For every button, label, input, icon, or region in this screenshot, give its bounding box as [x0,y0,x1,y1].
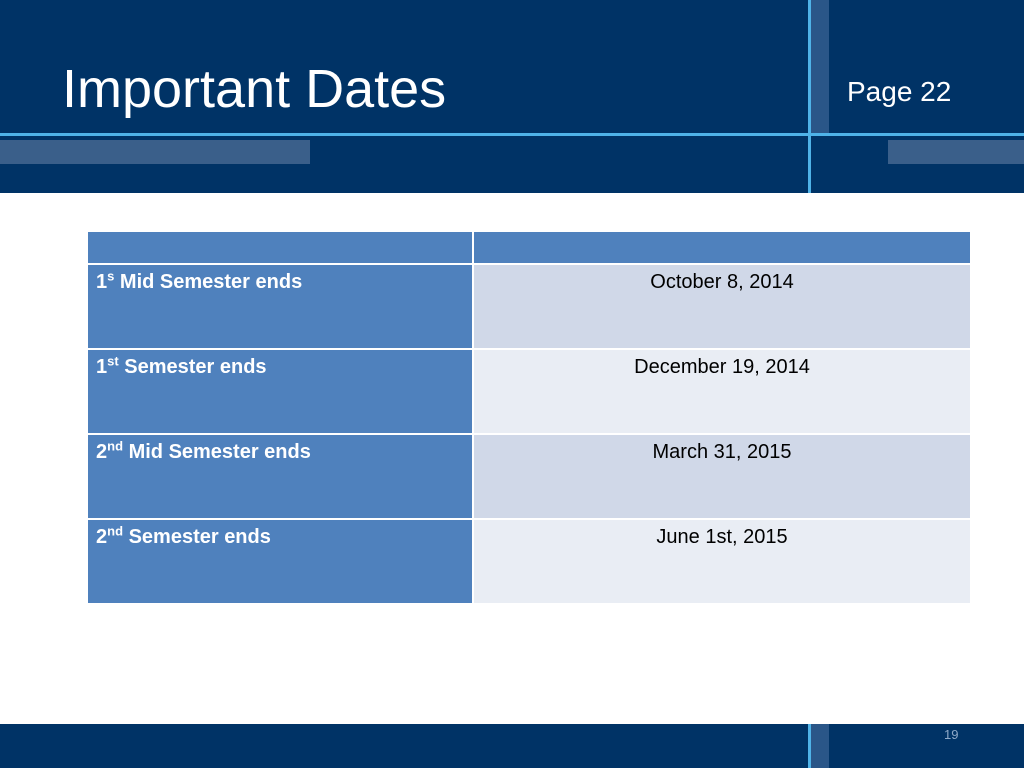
footer-accent-vertical-line [808,724,811,768]
event-ordinal-suffix: s [107,268,115,284]
slide-title: Important Dates [62,59,447,119]
event-label [87,434,473,519]
slide-footer [0,724,1024,768]
header-accent-column [811,0,829,133]
event-label [87,349,473,434]
event-ordinal-suffix: nd [107,523,124,539]
header-accent-vertical-line [808,0,811,193]
table-header-cell [87,231,473,264]
important-dates-table [86,230,972,605]
event-ordinal: 2 [96,526,108,548]
table-header-cell [473,231,971,264]
table-row [87,434,971,519]
event-date: October 8, 2014 [473,264,971,349]
event-date: December 19, 2014 [473,349,971,434]
header-accent-line [0,133,1024,136]
event-name: Mid Semester ends [123,441,311,463]
header-band-left [0,140,310,164]
event-name: Semester ends [123,526,271,548]
event-name: Semester ends [118,356,267,378]
event-ordinal: 1 [96,356,108,378]
table-row [87,349,971,434]
event-ordinal-suffix: st [107,353,119,369]
event-ordinal: 2 [96,441,108,463]
event-label [87,519,473,604]
event-name: Mid Semester ends [114,271,303,293]
event-ordinal-suffix: nd [107,438,124,454]
event-label [87,264,473,349]
header-band-right [888,140,1024,164]
table-row [87,264,971,349]
table-header-row [87,231,971,264]
event-date: June 1st, 2015 [473,519,971,604]
event-ordinal: 1 [96,271,108,293]
table-row [87,519,971,604]
event-date: March 31, 2015 [473,434,971,519]
footer-accent-column [811,724,829,768]
page-reference: Page 22 [847,76,952,107]
slide-number: 19 [944,727,959,742]
